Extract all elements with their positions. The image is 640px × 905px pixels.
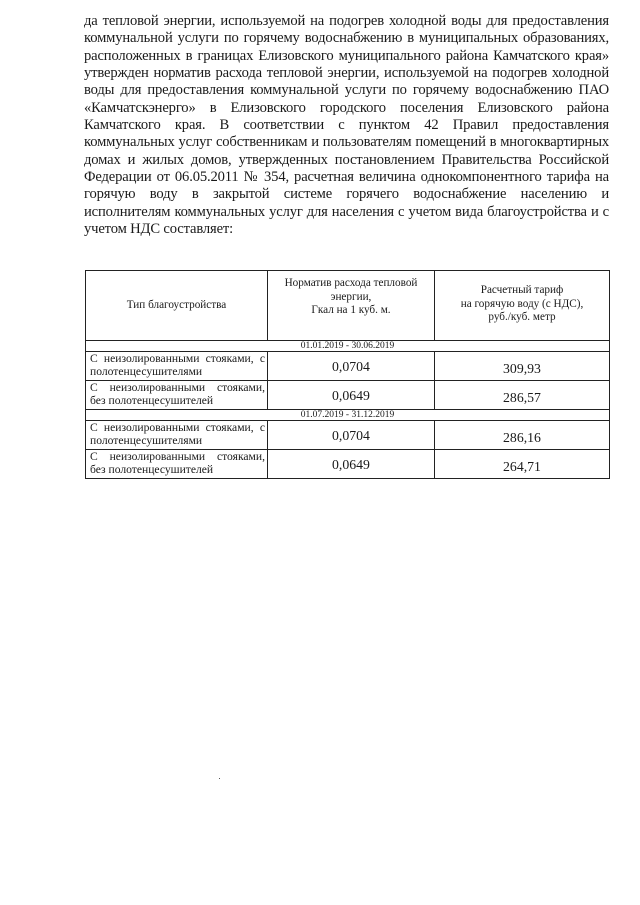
row-norm: 0,0704 xyxy=(268,352,435,381)
header-tariff xyxy=(435,271,610,341)
header-tariff-line1: Расчетный тариф xyxy=(480,284,564,296)
row-tariff: 286,16 xyxy=(435,421,610,450)
period-row xyxy=(86,410,610,421)
row-type: С неизолированными стояками, без полотенцесушителей xyxy=(86,381,268,410)
period-label: 01.01.2019 - 30.06.2019 xyxy=(86,341,610,352)
header-type: Тип благоустройства xyxy=(86,271,268,341)
row-type: С неизолированными стояками, без полотенцесушителей xyxy=(86,450,268,479)
row-tariff: 286,57 xyxy=(435,381,610,410)
row-type: С неизолированными стояками, с полотенцесушителями xyxy=(86,421,268,450)
body-paragraph: да тепловой энергии, используемой на подогрев холодной воды для предоставления коммунальной услуги по горячему водоснабжению в муниципальных образованиях, расположенных в границах Елизовского муниципального района Камчатского края» утвержден норматив расхода тепловой энергии, используемой на подогрев холодной воды для предоставления коммунальной услуги по горячему водоснабжению ПАО «Камчатскэнерго» в Елизовского городского поселения Елизовского района Камчатского края. В соответствии с пунктом 42 Правил предоставления коммунальных услуг собственникам и пользователям помещений в многоквартирных домах и жилых домов, утвержденных постановлением Правительства Российской Федерации от 06.05.2011 № 354, расчетная величина однокомпонентного тарифа на горячую воду в закрытой системе горячего водоснабжение населению и исполнителям коммунальных услуг для населения с учетом вида благоустройства и с учетом НДС составляет: xyxy=(84,13,609,238)
row-norm: 0,0649 xyxy=(268,381,435,410)
period-label: 01.07.2019 - 31.12.2019 xyxy=(86,410,610,421)
table-row xyxy=(86,352,610,381)
header-norm-line2: энергии, xyxy=(330,290,372,303)
header-norm-line3: Гкал на 1 куб. м. xyxy=(311,304,391,316)
header-norm xyxy=(268,271,435,341)
row-type: С неизолированными стояками, с полотенцесушителями xyxy=(86,352,268,381)
row-norm: 0,0704 xyxy=(268,421,435,450)
scan-speck xyxy=(219,778,220,779)
table-header-row xyxy=(86,271,610,341)
row-tariff: 309,93 xyxy=(435,352,610,381)
row-norm: 0,0649 xyxy=(268,450,435,479)
table-row xyxy=(86,381,610,410)
header-norm-line1: Норматив расхода тепловой xyxy=(284,277,418,289)
header-tariff-line2: на горячую воду (с НДС), xyxy=(460,297,584,310)
row-tariff: 264,71 xyxy=(435,450,610,479)
table-row xyxy=(86,450,610,479)
tariff-table xyxy=(85,270,610,479)
table-row xyxy=(86,421,610,450)
period-row xyxy=(86,341,610,352)
header-tariff-line3: руб./куб. метр xyxy=(488,311,556,323)
